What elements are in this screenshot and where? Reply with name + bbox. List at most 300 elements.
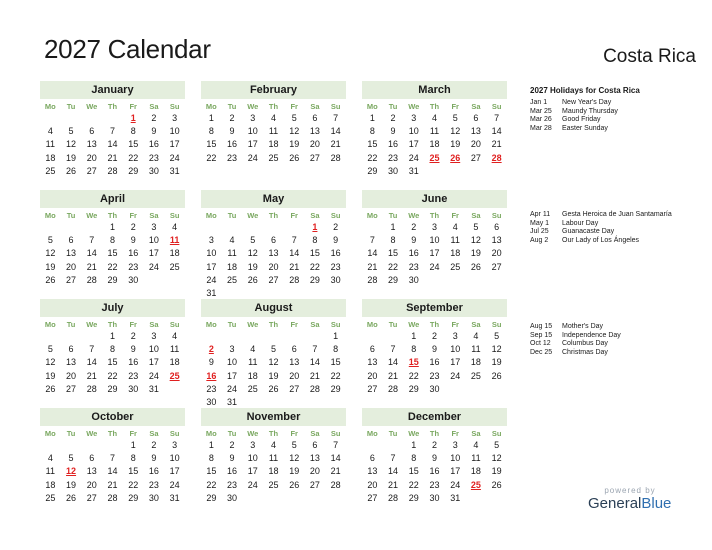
- day-cell: 1: [333, 331, 339, 341]
- day-cell: 5: [47, 235, 53, 246]
- day-cell: 19: [450, 139, 461, 150]
- month-header: February: [201, 81, 346, 99]
- holiday-day-cell: 16: [206, 370, 217, 381]
- day-cell: 30: [429, 492, 440, 503]
- month-header: July: [40, 299, 185, 317]
- holiday-date: Sep 15: [530, 331, 553, 339]
- day-cell: 27: [86, 492, 97, 503]
- day-cell: 3: [151, 331, 157, 341]
- empty-cell: [305, 330, 326, 343]
- country-name: Costa Rica: [603, 46, 696, 67]
- day-cell: 15: [206, 139, 217, 150]
- holiday-date: Aug 15: [530, 323, 553, 330]
- day-cell: 11: [227, 248, 237, 259]
- day-cell: 18: [450, 248, 461, 259]
- day-cell: 22: [107, 261, 118, 272]
- day-cell: 17: [148, 357, 159, 368]
- day-cell: 4: [473, 440, 479, 450]
- day-cell: 15: [388, 248, 399, 259]
- day-grid: [201, 210, 346, 300]
- day-cell: 29: [388, 274, 399, 285]
- day-cell: 11: [471, 344, 481, 355]
- day-cell: 1: [208, 113, 214, 123]
- day-grid: [40, 210, 185, 287]
- day-cell: 2: [431, 440, 437, 450]
- day-cell: 23: [148, 152, 159, 163]
- holiday-name: Gesta Heroica de Juan Santamaría: [562, 211, 672, 218]
- weekday-label: Tu: [227, 211, 237, 220]
- day-cell: 2: [390, 113, 396, 123]
- day-cell: 9: [411, 235, 417, 246]
- month-november: [201, 408, 346, 505]
- day-cell: 15: [107, 248, 118, 259]
- day-cell: 10: [148, 235, 159, 246]
- empty-cell: [284, 221, 305, 234]
- day-cell: 20: [491, 248, 502, 259]
- day-cell: 14: [367, 248, 378, 259]
- holiday-date: Jan 1: [530, 99, 548, 106]
- day-cell: 13: [66, 248, 77, 259]
- weekday-label: Mo: [44, 102, 56, 111]
- month-december: [362, 408, 507, 505]
- day-cell: 10: [247, 453, 258, 464]
- day-cell: 21: [86, 370, 97, 381]
- day-cell: 25: [169, 261, 180, 272]
- day-cell: 18: [227, 261, 238, 272]
- day-cell: 14: [107, 139, 118, 150]
- day-cell: 20: [309, 139, 320, 150]
- day-cell: 12: [289, 126, 300, 137]
- day-cell: 6: [473, 113, 479, 123]
- day-cell: 16: [429, 466, 440, 477]
- weekday-label: Mo: [205, 211, 217, 220]
- day-cell: 23: [128, 261, 139, 272]
- weekday-label: Tu: [66, 102, 76, 111]
- weekday-label: Mo: [366, 429, 378, 438]
- day-cell: 30: [128, 383, 139, 394]
- weekday-label: We: [408, 102, 420, 111]
- day-cell: 19: [491, 466, 502, 477]
- weekday-label: Th: [268, 429, 279, 438]
- day-cell: 17: [169, 466, 180, 477]
- day-cell: 2: [229, 440, 235, 450]
- holiday-day-cell: 25: [429, 152, 440, 163]
- day-cell: 28: [330, 152, 341, 163]
- day-grid: [201, 428, 346, 505]
- weekday-label: Su: [169, 429, 180, 438]
- holiday-date: Aug 2: [530, 236, 549, 244]
- holiday-row: [530, 332, 621, 341]
- day-cell: 11: [450, 235, 460, 246]
- empty-cell: [362, 221, 383, 234]
- day-cell: 1: [411, 331, 417, 341]
- day-cell: 24: [429, 261, 440, 272]
- day-cell: 7: [369, 235, 375, 246]
- holiday-row: [530, 323, 621, 332]
- day-cell: 2: [130, 222, 136, 232]
- holiday-day-cell: 12: [66, 466, 77, 477]
- day-cell: 27: [309, 479, 320, 490]
- day-cell: 10: [206, 248, 217, 259]
- day-cell: 6: [291, 344, 297, 355]
- day-cell: 12: [66, 139, 77, 150]
- day-cell: 22: [388, 261, 399, 272]
- day-cell: 9: [431, 453, 437, 464]
- weekday-label: Fr: [451, 429, 459, 438]
- brand-logo: [588, 486, 698, 512]
- day-cell: 26: [289, 152, 300, 163]
- holiday-name: New Year's Day: [562, 99, 612, 106]
- day-cell: 9: [431, 344, 437, 355]
- month-may: [201, 190, 346, 300]
- empty-cell: [383, 330, 404, 343]
- empty-cell: [40, 330, 61, 343]
- day-cell: 11: [248, 357, 258, 368]
- holiday-row: [530, 116, 618, 125]
- day-cell: 13: [367, 357, 378, 368]
- holidays-title: 2027 Holidays for Costa Rica: [530, 86, 640, 95]
- day-cell: 23: [429, 479, 440, 490]
- holiday-date: Mar 25: [530, 107, 552, 115]
- day-cell: 23: [330, 261, 341, 272]
- day-cell: 3: [229, 344, 235, 355]
- day-grid: [201, 319, 346, 409]
- empty-cell: [61, 112, 82, 125]
- day-cell: 25: [268, 152, 279, 163]
- weekday-label: Th: [429, 320, 440, 329]
- day-cell: 6: [369, 344, 375, 355]
- day-cell: 12: [289, 453, 300, 464]
- day-cell: 14: [388, 466, 399, 477]
- day-cell: 12: [45, 248, 56, 259]
- holiday-date: May 1: [530, 219, 550, 227]
- weekday-label: Su: [491, 211, 502, 220]
- day-cell: 29: [128, 165, 139, 176]
- day-cell: 24: [247, 152, 258, 163]
- weekday-label: Tu: [388, 320, 398, 329]
- day-cell: 17: [206, 261, 217, 272]
- day-cell: 26: [491, 370, 502, 381]
- weekday-label: Tu: [388, 211, 398, 220]
- day-cell: 16: [148, 139, 159, 150]
- day-cell: 20: [289, 370, 300, 381]
- weekday-label: Fr: [129, 211, 137, 220]
- day-cell: 15: [206, 466, 217, 477]
- day-cell: 23: [206, 383, 217, 394]
- day-cell: 16: [128, 357, 139, 368]
- weekday-label: We: [247, 320, 259, 329]
- day-cell: 26: [66, 165, 77, 176]
- day-grid: [362, 101, 507, 178]
- day-cell: 22: [330, 370, 341, 381]
- weekday-label: Mo: [205, 429, 217, 438]
- holiday-name: Our Lady of Los Ángeles: [562, 236, 640, 244]
- weekday-label: Su: [330, 102, 341, 111]
- day-cell: 16: [128, 248, 139, 259]
- day-cell: 13: [66, 357, 77, 368]
- day-cell: 15: [128, 466, 139, 477]
- day-cell: 20: [309, 466, 320, 477]
- weekday-label: Tu: [227, 102, 237, 111]
- day-cell: 18: [247, 370, 258, 381]
- day-cell: 7: [89, 344, 95, 355]
- day-cell: 28: [289, 274, 300, 285]
- day-cell: 27: [470, 152, 481, 163]
- day-cell: 1: [411, 440, 417, 450]
- day-cell: 23: [128, 370, 139, 381]
- day-cell: 21: [86, 261, 97, 272]
- day-cell: 19: [268, 370, 279, 381]
- holiday-list-q1: [530, 99, 618, 133]
- day-cell: 18: [45, 152, 56, 163]
- weekday-label: Su: [330, 320, 341, 329]
- month-january: [40, 81, 185, 178]
- weekday-label: Tu: [66, 320, 76, 329]
- day-cell: 16: [148, 466, 159, 477]
- day-cell: 19: [45, 261, 56, 272]
- day-cell: 8: [369, 126, 375, 137]
- day-cell: 6: [270, 235, 276, 246]
- weekday-label: We: [408, 320, 420, 329]
- empty-cell: [362, 330, 383, 343]
- day-cell: 18: [470, 466, 481, 477]
- weekday-label: Tu: [388, 429, 398, 438]
- day-cell: 13: [268, 248, 279, 259]
- day-cell: 14: [330, 453, 341, 464]
- day-cell: 15: [330, 357, 341, 368]
- day-cell: 3: [250, 440, 256, 450]
- weekday-label: Mo: [44, 429, 56, 438]
- weekday-label: Tu: [66, 211, 76, 220]
- day-cell: 2: [151, 113, 157, 123]
- month-header: September: [362, 299, 507, 317]
- weekday-label: Sa: [471, 429, 481, 438]
- day-cell: 18: [429, 139, 440, 150]
- day-cell: 3: [208, 235, 214, 246]
- day-cell: 4: [473, 331, 479, 341]
- holiday-name: Maundy Thursday: [562, 107, 618, 115]
- weekday-label: Sa: [471, 102, 481, 111]
- day-cell: 22: [408, 370, 419, 381]
- day-cell: 24: [206, 274, 217, 285]
- month-header: August: [201, 299, 346, 317]
- empty-cell: [102, 439, 123, 452]
- weekday-label: Th: [107, 211, 118, 220]
- day-cell: 5: [270, 344, 276, 355]
- month-header: March: [362, 81, 507, 99]
- day-cell: 1: [390, 222, 396, 232]
- day-cell: 31: [169, 492, 180, 503]
- holiday-name: Independence Day: [562, 331, 621, 339]
- day-cell: 3: [452, 440, 458, 450]
- day-cell: 15: [408, 466, 419, 477]
- day-cell: 12: [45, 357, 56, 368]
- day-cell: 18: [470, 357, 481, 368]
- day-cell: 5: [68, 453, 74, 464]
- weekday-label: Fr: [129, 429, 137, 438]
- day-cell: 6: [369, 453, 375, 464]
- weekday-label: Fr: [290, 320, 298, 329]
- day-cell: 1: [109, 331, 115, 341]
- day-cell: 16: [227, 466, 238, 477]
- weekday-label: Th: [429, 429, 440, 438]
- day-cell: 6: [312, 440, 318, 450]
- empty-cell: [81, 439, 102, 452]
- weekday-label: Th: [268, 320, 279, 329]
- day-cell: 31: [169, 165, 180, 176]
- day-cell: 19: [470, 248, 481, 259]
- day-cell: 2: [431, 331, 437, 341]
- holiday-row: [530, 125, 618, 134]
- day-cell: 8: [312, 235, 318, 246]
- day-cell: 10: [148, 344, 159, 355]
- day-cell: 13: [470, 126, 481, 137]
- day-cell: 5: [291, 113, 297, 123]
- month-header: May: [201, 190, 346, 208]
- weekday-label: Su: [330, 429, 341, 438]
- day-cell: 10: [247, 126, 258, 137]
- day-cell: 9: [333, 235, 339, 246]
- empty-cell: [383, 439, 404, 452]
- day-cell: 4: [229, 235, 235, 246]
- day-cell: 10: [169, 453, 180, 464]
- day-cell: 15: [367, 139, 378, 150]
- day-cell: 13: [367, 466, 378, 477]
- weekday-label: Mo: [44, 211, 56, 220]
- holiday-name: Guanacaste Day: [562, 228, 615, 236]
- day-cell: 22: [107, 370, 118, 381]
- weekday-label: Su: [169, 102, 180, 111]
- day-cell: 9: [229, 126, 235, 137]
- empty-cell: [81, 330, 102, 343]
- weekday-label: Mo: [205, 320, 217, 329]
- day-cell: 20: [66, 261, 77, 272]
- holiday-row: [530, 220, 672, 229]
- weekday-label: Sa: [310, 211, 320, 220]
- day-cell: 12: [268, 357, 279, 368]
- day-cell: 22: [128, 479, 139, 490]
- day-cell: 3: [411, 113, 417, 123]
- day-cell: 4: [452, 222, 458, 232]
- day-cell: 28: [107, 492, 118, 503]
- day-cell: 15: [107, 357, 118, 368]
- day-cell: 20: [470, 139, 481, 150]
- day-cell: 5: [47, 344, 53, 355]
- day-cell: 30: [429, 383, 440, 394]
- day-cell: 26: [491, 479, 502, 490]
- day-cell: 3: [151, 222, 157, 232]
- month-header: October: [40, 408, 185, 426]
- day-cell: 6: [494, 222, 500, 232]
- weekday-label: We: [247, 429, 259, 438]
- weekday-label: Mo: [44, 320, 56, 329]
- day-cell: 7: [390, 453, 396, 464]
- day-cell: 3: [431, 222, 437, 232]
- holiday-day-cell: 15: [408, 357, 419, 368]
- day-cell: 26: [289, 479, 300, 490]
- holiday-date: Dec 25: [530, 348, 553, 356]
- day-cell: 11: [268, 453, 279, 464]
- day-cell: 28: [309, 383, 320, 394]
- day-cell: 29: [107, 274, 118, 285]
- day-cell: 24: [169, 152, 180, 163]
- day-cell: 27: [367, 492, 378, 503]
- day-cell: 10: [450, 453, 461, 464]
- day-cell: 20: [268, 261, 279, 272]
- day-cell: 21: [309, 370, 320, 381]
- day-cell: 8: [411, 453, 417, 464]
- day-cell: 8: [109, 344, 115, 355]
- day-cell: 27: [66, 383, 77, 394]
- weekday-label: Th: [107, 429, 118, 438]
- day-cell: 26: [66, 492, 77, 503]
- weekday-label: Sa: [310, 102, 320, 111]
- day-cell: 31: [227, 396, 238, 407]
- day-cell: 30: [408, 274, 419, 285]
- day-cell: 14: [491, 126, 502, 137]
- empty-cell: [201, 330, 222, 343]
- day-cell: 5: [494, 440, 500, 450]
- weekday-label: Sa: [149, 102, 159, 111]
- day-cell: 7: [494, 113, 500, 123]
- day-cell: 19: [289, 139, 300, 150]
- weekday-label: Th: [429, 211, 440, 220]
- weekday-label: Mo: [366, 320, 378, 329]
- day-grid: [201, 101, 346, 165]
- month-header: April: [40, 190, 185, 208]
- month-march: [362, 81, 507, 178]
- day-cell: 29: [408, 492, 419, 503]
- weekday-label: Sa: [471, 320, 481, 329]
- day-cell: 8: [130, 126, 136, 137]
- day-cell: 21: [491, 139, 502, 150]
- day-cell: 19: [491, 357, 502, 368]
- day-cell: 1: [109, 222, 115, 232]
- month-header: December: [362, 408, 507, 426]
- month-february: [201, 81, 346, 165]
- day-cell: 10: [227, 357, 238, 368]
- weekday-label: Su: [169, 211, 180, 220]
- day-cell: 22: [206, 479, 217, 490]
- holiday-date: Mar 28: [530, 124, 552, 132]
- day-grid: [362, 428, 507, 505]
- empty-cell: [81, 112, 102, 125]
- weekday-label: Fr: [451, 320, 459, 329]
- day-cell: 21: [107, 152, 118, 163]
- weekday-label: Su: [491, 102, 502, 111]
- weekday-label: Th: [429, 102, 440, 111]
- day-cell: 27: [289, 383, 300, 394]
- day-cell: 6: [68, 344, 74, 355]
- day-cell: 4: [47, 126, 53, 137]
- day-cell: 20: [86, 152, 97, 163]
- day-cell: 21: [330, 139, 341, 150]
- weekday-label: We: [86, 102, 98, 111]
- weekday-label: Th: [107, 320, 118, 329]
- day-cell: 20: [86, 479, 97, 490]
- day-cell: 27: [367, 383, 378, 394]
- day-cell: 25: [45, 492, 56, 503]
- holiday-name: Easter Sunday: [562, 124, 608, 132]
- day-cell: 5: [473, 222, 479, 232]
- day-cell: 14: [330, 126, 341, 137]
- holiday-name: Good Friday: [562, 116, 601, 124]
- day-cell: 19: [247, 261, 258, 272]
- month-june: [362, 190, 507, 287]
- holiday-day-cell: 1: [130, 113, 136, 123]
- holiday-row: [530, 228, 672, 237]
- weekday-label: Mo: [205, 102, 217, 111]
